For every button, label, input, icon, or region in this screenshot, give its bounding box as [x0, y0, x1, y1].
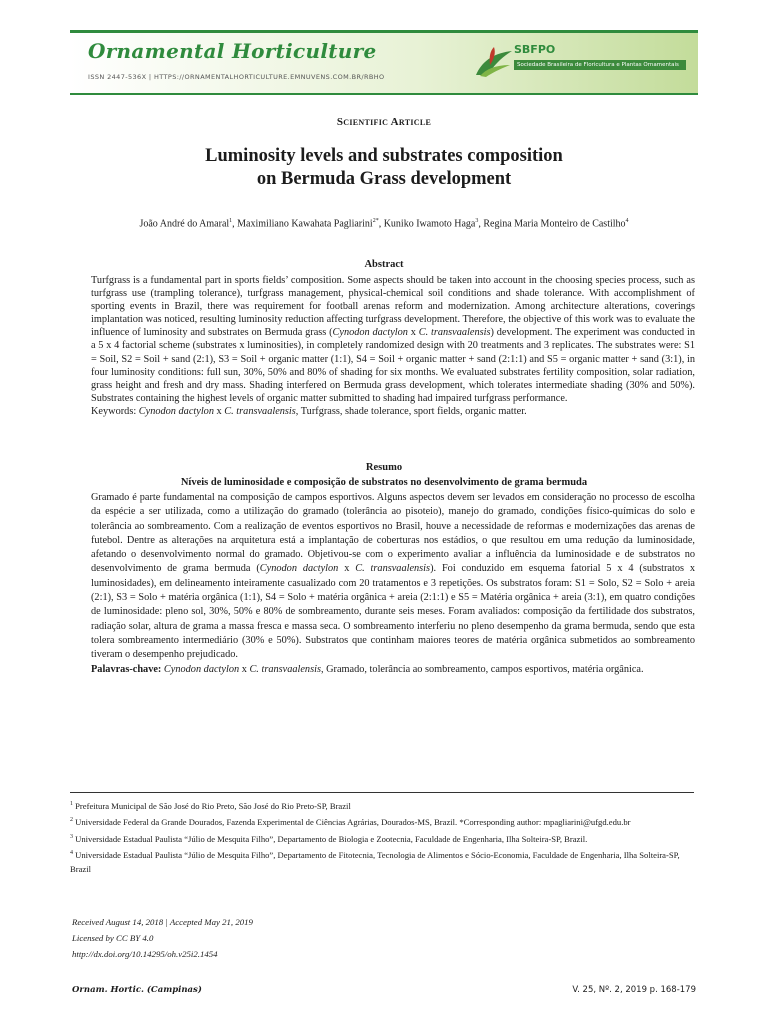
author-separator: , — [378, 218, 384, 230]
issn-url-line[interactable]: ISSN 2447-536X | HTTPS://ORNAMENTALHORTICULTURE.EMNUVENS.COM.BR/RBHO — [88, 73, 385, 81]
author-affiliation-mark: 3 — [475, 218, 479, 224]
resumo-text: Gramado é parte fundamental na composição de campos esportivos. Alguns aspectos devem ser levados em consideração no processo de escolha da espécie a ser utilizada, como a utilização do gramado (tolerância ao pisoteio), manejo do gramado, condições físico-químicas do solo e tolerância ao sombreamento. Com a realização de eventos esportivos no Brasil, houve a necessidade de reformas e modernizações das arenas de futebol. Dentre as alterações na arquitetura está a implantação de coberturas nos estádios, o que resultou em uma redução da luminosidade, afetando o desenvolvimento normal do gramado. Objetivou-se com o experimento avaliar a influência da luminosidade e de substratos no desenvolvimento de grama bermuda ( — [91, 492, 695, 575]
resumo-text: ). Foi conduzido em esquema fatorial 5 x 4 (substratos x luminosidades), em delineamento inteiramente casualizado com 20 tratamentos e 3 repetições. Os substratos foram: S1 = Solo, S2 = Solo + areia (2:1), S3 = Solo + matéria orgânica (1:1), S4 = Solo + matéria orgânica + areia (2:1:1) e S5 = Matéria orgânica + areia (3:1), em quatro condições de luminosidade: pleno sol, 30%, 50% e 80% de sombreamento, durante seis meses. Foram avaliados: composição da fertilidade dos substratos, radiação solar, altura de grama a massa fresca e massa seca. O sombreamento interferiu no pleno desempenho da grama bermuda, sendo que esta tolera sombreamento intermediário (30% e 50%). Substratos que continham maiores teores de matéria orgânica submetidos ao sombreamento tiveram o desempenho prejudicado. — [91, 563, 696, 661]
author-name: João André do Amaral — [139, 218, 230, 230]
hybrid-sign: x — [338, 563, 356, 575]
footnote — [70, 830, 694, 846]
publication-info — [72, 914, 472, 962]
footnote-divider — [70, 792, 694, 793]
abstract-heading: Abstract — [364, 259, 404, 270]
keywords-text: , Gramado, tolerância ao sombreamento, campos esportivos, matéria orgânica. — [320, 663, 644, 675]
doi-link[interactable]: http://dx.doi.org/10.14295/oh.v25i2.1454 — [72, 949, 218, 959]
footnote-text: Prefeitura Municipal de São José do Rio Preto, São José do Rio Preto-SP, Brazil — [73, 800, 351, 811]
abstract-text: ) development. The experiment was conducted in a 5 x 4 factorial scheme (substrates x luminosities), in completely randomized design with 20 treatments and 3 replicates. The substrates were: S1 = Soil, S2 = Soil + sand (2:1), S3 = Soil + organic matter (1:1), S4 = Soil + organic matter + sand (2:1:1) and S5 = organic matter + sand (3:1), in four luminosity conditions: full sun, 30%, 50% and 80% of shading for six months. We evaluated substrates fertility composition, solar radiation, grass height and fresh and dry mass. Shading interfered on Bermuda grass development, which tolerates intermediate shading (30% and 50%). Substrates containing the highest levels of organic matter submitted to shading had impaired turfgrass performance. — [91, 327, 695, 404]
species-name: Cynodon dactylon — [163, 663, 240, 675]
species-name: C. transvaalensis — [224, 405, 296, 417]
abstract-keywords — [91, 405, 695, 418]
author-affiliation-mark: 2* — [372, 218, 379, 224]
title-line-2: on Bermuda Grass development — [256, 169, 512, 189]
footnote — [70, 813, 694, 829]
footer-journal-abbrev: Ornam. Hortic. (Campinas) — [72, 985, 202, 995]
author-separator: , — [232, 218, 238, 230]
species-name: Cynodon dactylon — [138, 405, 214, 417]
author-name: Regina Maria Monteiro de Castilho — [483, 218, 626, 230]
author-affiliation-mark: 4 — [625, 218, 629, 224]
footnote-mark: 2 — [70, 817, 73, 824]
sbfpo-logo-subtitle: Sociedade Brasileira de Floricultura e Plantas Ornamentais — [514, 60, 686, 70]
species-name: C. transvaalensis — [355, 563, 431, 575]
footnote-mark: 4 — [70, 850, 73, 857]
hybrid-sign: x — [239, 663, 250, 675]
author-affiliation-mark: 1 — [229, 218, 233, 224]
species-name: Cynodon dactylon — [259, 563, 339, 575]
footnote-mark: 1 — [70, 801, 73, 807]
author-separator: , — [478, 218, 484, 230]
keywords-label: Palavras-chave: — [91, 663, 164, 675]
article-title — [100, 145, 668, 191]
footnote-text: Universidade Federal da Grande Dourados, Fazenda Experimental de Ciências Agrárias, Dourados-MS, Brazil. *Corresponding author: mpagliarini@ufgd.edu.br — [73, 817, 631, 828]
article-type: Scientific Article — [336, 116, 432, 128]
keywords-text: , Turfgrass, shade tolerance, sport fields, organic matter. — [295, 405, 527, 417]
keywords-label: Keywords: — [91, 405, 139, 417]
affiliation-footnotes — [70, 797, 694, 877]
species-name: C. transvaalensis — [249, 663, 321, 675]
author-list — [70, 215, 698, 230]
resumo-title: Níveis de luminosidade e composição de substratos no desenvolvimento de grama bermuda — [180, 477, 588, 488]
received-accepted-dates: Received August 14, 2018 | Accepted May 21, 2019 — [72, 917, 253, 927]
footnote-text: Universidade Estadual Paulista “Júlio de Mesquita Filho”, Departamento de Fitotecnia, Tecnologia de Alimentos e Sócio-Economia, Faculdade de Engenharia, Ilha Solteira-SP, Brazil — [70, 849, 680, 875]
license-text[interactable]: Licensed by CC BY 4.0 — [72, 933, 154, 943]
journal-header — [70, 30, 698, 95]
journal-name: Ornamental Horticulture — [88, 39, 377, 63]
sbfpo-logo-text: SBFPO — [514, 43, 556, 56]
resumo-body — [91, 491, 695, 677]
title-line-1: Luminosity levels and substrates composition — [205, 146, 563, 166]
species-name: C. transvaalensis — [418, 327, 491, 339]
footnote — [70, 846, 694, 877]
author-name: Maximiliano Kawahata Pagliarini — [237, 218, 373, 230]
abstract-text: Turfgrass is a fundamental part in sports fields’ composition. Some aspects should be taken into account in the choosing species process, such as turfgrass use (trampling tolerance), turfgrass management, physical-chemical soil conditions and shade tolerance. With accomplishment of sporting events in Brazil, there was requirement for football arenas reform and modernization. Among architecture alterations, coverings implantation was noticed, resulting luminosity reduction affecting turfgrass development. Therefore, the objective of this work was to evaluate the influence of luminosity and substrates on Bermuda grass ( — [91, 275, 695, 339]
sbfpo-logo — [472, 41, 682, 81]
footnote-mark: 3 — [70, 833, 73, 840]
species-name: Cynodon dactylon — [332, 327, 408, 339]
resumo-keywords — [91, 663, 695, 677]
resumo-heading: Resumo — [365, 462, 403, 473]
hybrid-sign: x — [407, 327, 419, 339]
footer-volume-pages: V. 25, Nº. 2, 2019 p. 168-179 — [572, 985, 696, 995]
footnote-text: Universidade Estadual Paulista “Júlio de Mesquita Filho”, Departamento de Biologia e Zootecnia, Faculdade de Engenharia, Ilha Solteira-SP, Brazil. — [73, 833, 588, 844]
hybrid-sign: x — [213, 405, 225, 417]
abstract-body — [91, 274, 695, 418]
footnote — [70, 797, 694, 813]
plant-leaf-logo-icon — [472, 43, 516, 79]
author-name: Kuniko Iwamoto Haga — [383, 218, 476, 230]
